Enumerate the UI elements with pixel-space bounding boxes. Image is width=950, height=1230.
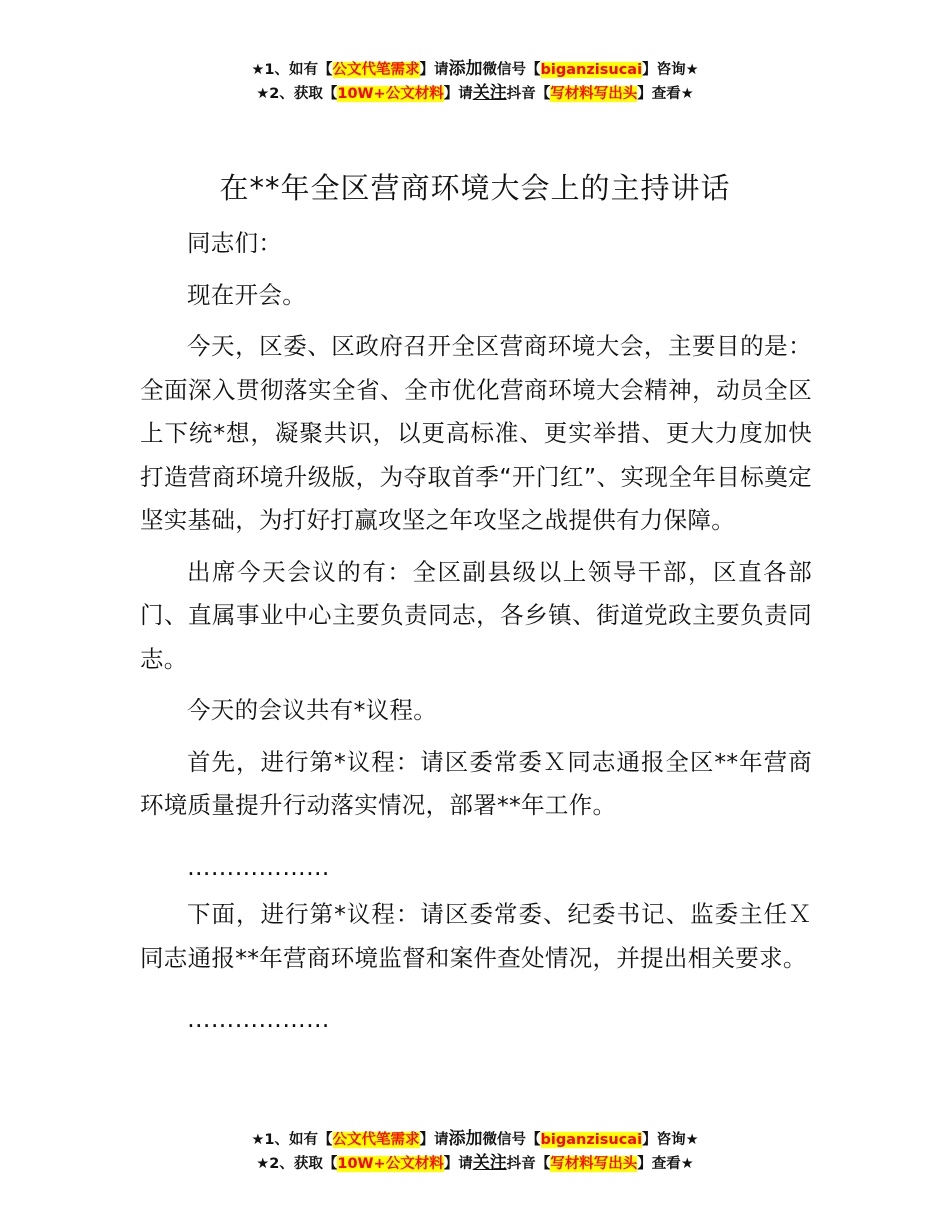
banner-emphasis: 关注 xyxy=(472,83,507,103)
paragraph: 今天的会议共有*议程。 xyxy=(187,696,438,724)
paragraph: 首先，进行第*议程：请区委常委Ｘ同志通报全区**年营商环境质量提升行动落实情况，部署**年工作。 xyxy=(140,747,812,819)
banner-text: ★1、如有【 xyxy=(251,1132,333,1148)
banner-text: 抖音【 xyxy=(506,86,551,102)
banner-text: 】请 xyxy=(419,1132,449,1148)
highlight-wechat-id: biganzisucai xyxy=(540,62,643,78)
paragraph: 出席今天会议的有：全区副县级以上领导干部，区直各部门、直属事业中心主要负责同志，各乡镇、街道党政主要负责同志。 xyxy=(140,557,812,673)
banner-line-1 xyxy=(0,1128,950,1152)
paragraph: 现在开会。 xyxy=(187,280,306,309)
banner-text: 微信号【 xyxy=(482,1132,541,1148)
ellipsis-line: ……………… xyxy=(187,852,330,881)
banner-line-2 xyxy=(0,1152,950,1176)
highlight-service: 公文代笔需求 xyxy=(332,62,420,78)
highlight-wechat-id: biganzisucai xyxy=(540,1132,643,1148)
document-title: 在**年全区营商环境大会上的主持讲话 xyxy=(219,171,731,205)
banner-line-1 xyxy=(0,58,950,82)
banner-text: 】咨询★ xyxy=(642,62,699,78)
banner-text: 】查看★ xyxy=(637,86,694,102)
banner-text: 】咨询★ xyxy=(642,1132,699,1148)
banner-text: 】请 xyxy=(443,1156,473,1172)
banner-emphasis: 关注 xyxy=(472,1153,507,1173)
banner-emphasis: 添加 xyxy=(448,1129,483,1149)
document-body xyxy=(140,222,812,1046)
banner-text: 抖音【 xyxy=(506,1156,551,1172)
highlight-douyin: 写材料写出头 xyxy=(550,86,638,102)
banner-text: ★1、如有【 xyxy=(251,62,333,78)
banner-text: 】请 xyxy=(443,86,473,102)
bottom-banner xyxy=(0,1128,950,1176)
ellipsis-line: ……………… xyxy=(187,1005,330,1033)
banner-emphasis: 添加 xyxy=(448,59,483,79)
highlight-service: 公文代笔需求 xyxy=(332,1132,420,1148)
banner-line-2 xyxy=(0,82,950,106)
banner-text: 】查看★ xyxy=(637,1156,694,1172)
highlight-materials: 10W+公文材料 xyxy=(337,1156,444,1172)
banner-text: 微信号【 xyxy=(482,62,541,78)
top-banner xyxy=(0,58,950,106)
paragraph: 同志们： xyxy=(187,229,283,257)
paragraph: 下面，进行第*议程：请区委常委、纪委书记、监委主任Ｘ同志通报**年营商环境监督和案件查处情况，并提出相关要求。 xyxy=(140,900,812,972)
paragraph: 今天，区委、区政府召开全区营商环境大会，主要目的是：全面深入贯彻落实全省、全市优化营商环境大会精神，动员全区上下统*想，凝聚共识，以更高标准、更实举措、更大力度加快打造营商环境升级版，为夺取首季“开门红”、实现全年目标奠定坚实基础，为打好打赢攻坚之年攻坚之战提供有力保障。 xyxy=(140,332,812,534)
banner-text: ★2、获取【 xyxy=(256,86,338,102)
highlight-materials: 10W+公文材料 xyxy=(337,86,444,102)
banner-text: ★2、获取【 xyxy=(256,1156,338,1172)
banner-text: 】请 xyxy=(419,62,449,78)
highlight-douyin: 写材料写出头 xyxy=(550,1156,638,1172)
